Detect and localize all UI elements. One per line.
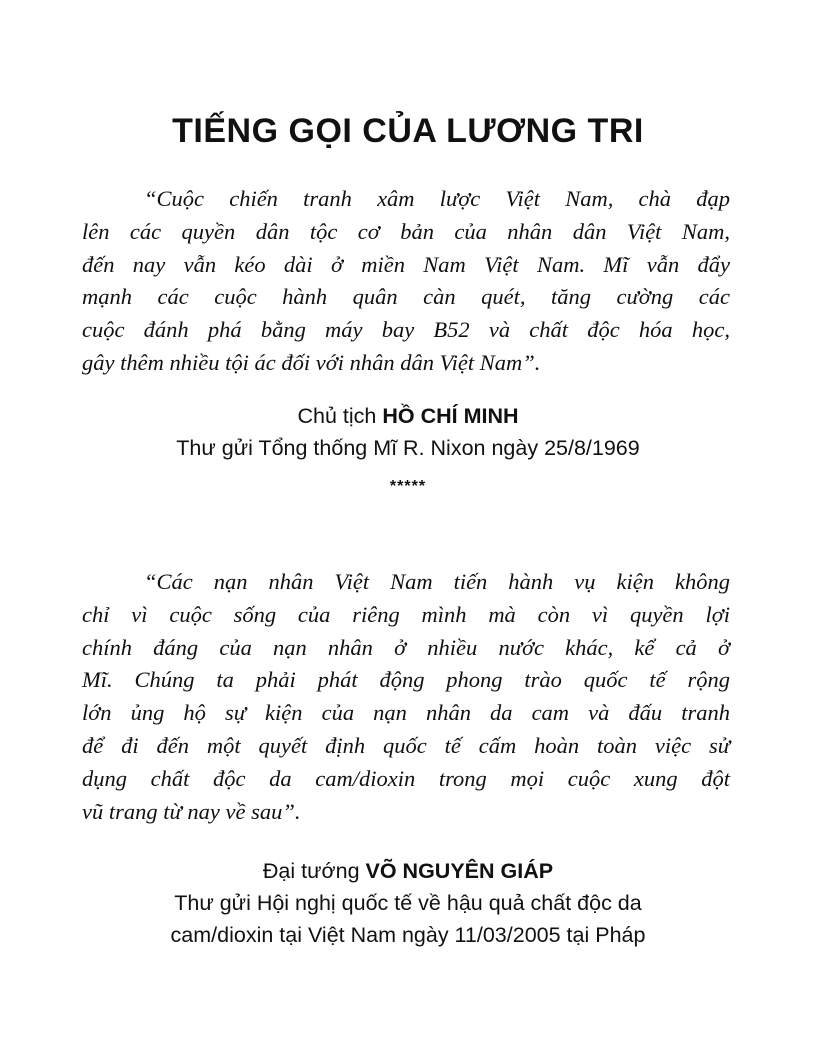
attribution-ho-chi-minh [0, 400, 816, 464]
attribution-role: Chủ tịch [297, 404, 377, 428]
quote-line: lên các quyền dân tộc cơ bản của nhân dân Việt Nam, [82, 218, 730, 244]
quote-line: dụng chất độc da cam/dioxin trong mọi cuộc xung đột [82, 765, 730, 791]
quote-line: để đi đến một quyết định quốc tế cấm hoàn toàn việc sử [82, 732, 730, 758]
quote-vo-nguyen-giap [82, 566, 730, 828]
quote-line: vũ trang từ nay về sau”. [82, 798, 301, 824]
attribution-source: Thư gửi Hội nghị quốc tế về hậu quả chất độc da [174, 891, 642, 915]
attribution-vo-nguyen-giap [0, 855, 816, 951]
attribution-source: cam/dioxin tại Việt Nam ngày 11/03/2005 tại Pháp [170, 923, 646, 947]
quote-line: chỉ vì cuộc sống của riêng mình mà còn vì quyền lợi [82, 601, 730, 627]
quote-ho-chi-minh [82, 183, 730, 380]
quote-line: lớn ủng hộ sự kiện của nạn nhân da cam và đấu tranh [82, 700, 730, 726]
quote-line: gây thêm nhiều tội ác đối với nhân dân Việt Nam”. [82, 349, 541, 375]
quote-line: đến nay vẫn kéo dài ở miền Nam Việt Nam. Mĩ vẫn đẩy [82, 251, 730, 277]
quote-line: mạnh các cuộc hành quân càn quét, tăng cường các [82, 284, 730, 310]
attribution-heading [0, 855, 816, 887]
attribution-heading [0, 400, 816, 432]
quote-line: chính đáng của nạn nhân ở nhiều nước khác, kể cả ở [82, 634, 730, 660]
quote-line: “Cuộc chiến tranh xâm lược Việt Nam, chà đạp [144, 186, 730, 211]
quote-line: cuộc đánh phá bằng máy bay B52 và chất độc hóa học, [82, 317, 730, 343]
attribution-role: Đại tướng [262, 859, 360, 883]
quote-line: “Các nạn nhân Việt Nam tiến hành vụ kiện không [144, 569, 730, 594]
page-title: TIẾNG GỌI CỦA LƯƠNG TRI [172, 111, 644, 150]
attribution-name: HỒ CHÍ MINH [382, 404, 519, 428]
quote-line: Mĩ. Chúng ta phải phát động phong trào quốc tế rộng [82, 667, 730, 693]
attribution-source: Thư gửi Tổng thống Mĩ R. Nixon ngày 25/8/1969 [176, 436, 640, 460]
attribution-name: VÕ NGUYÊN GIÁP [365, 859, 554, 883]
section-separator: ***** [389, 478, 427, 495]
